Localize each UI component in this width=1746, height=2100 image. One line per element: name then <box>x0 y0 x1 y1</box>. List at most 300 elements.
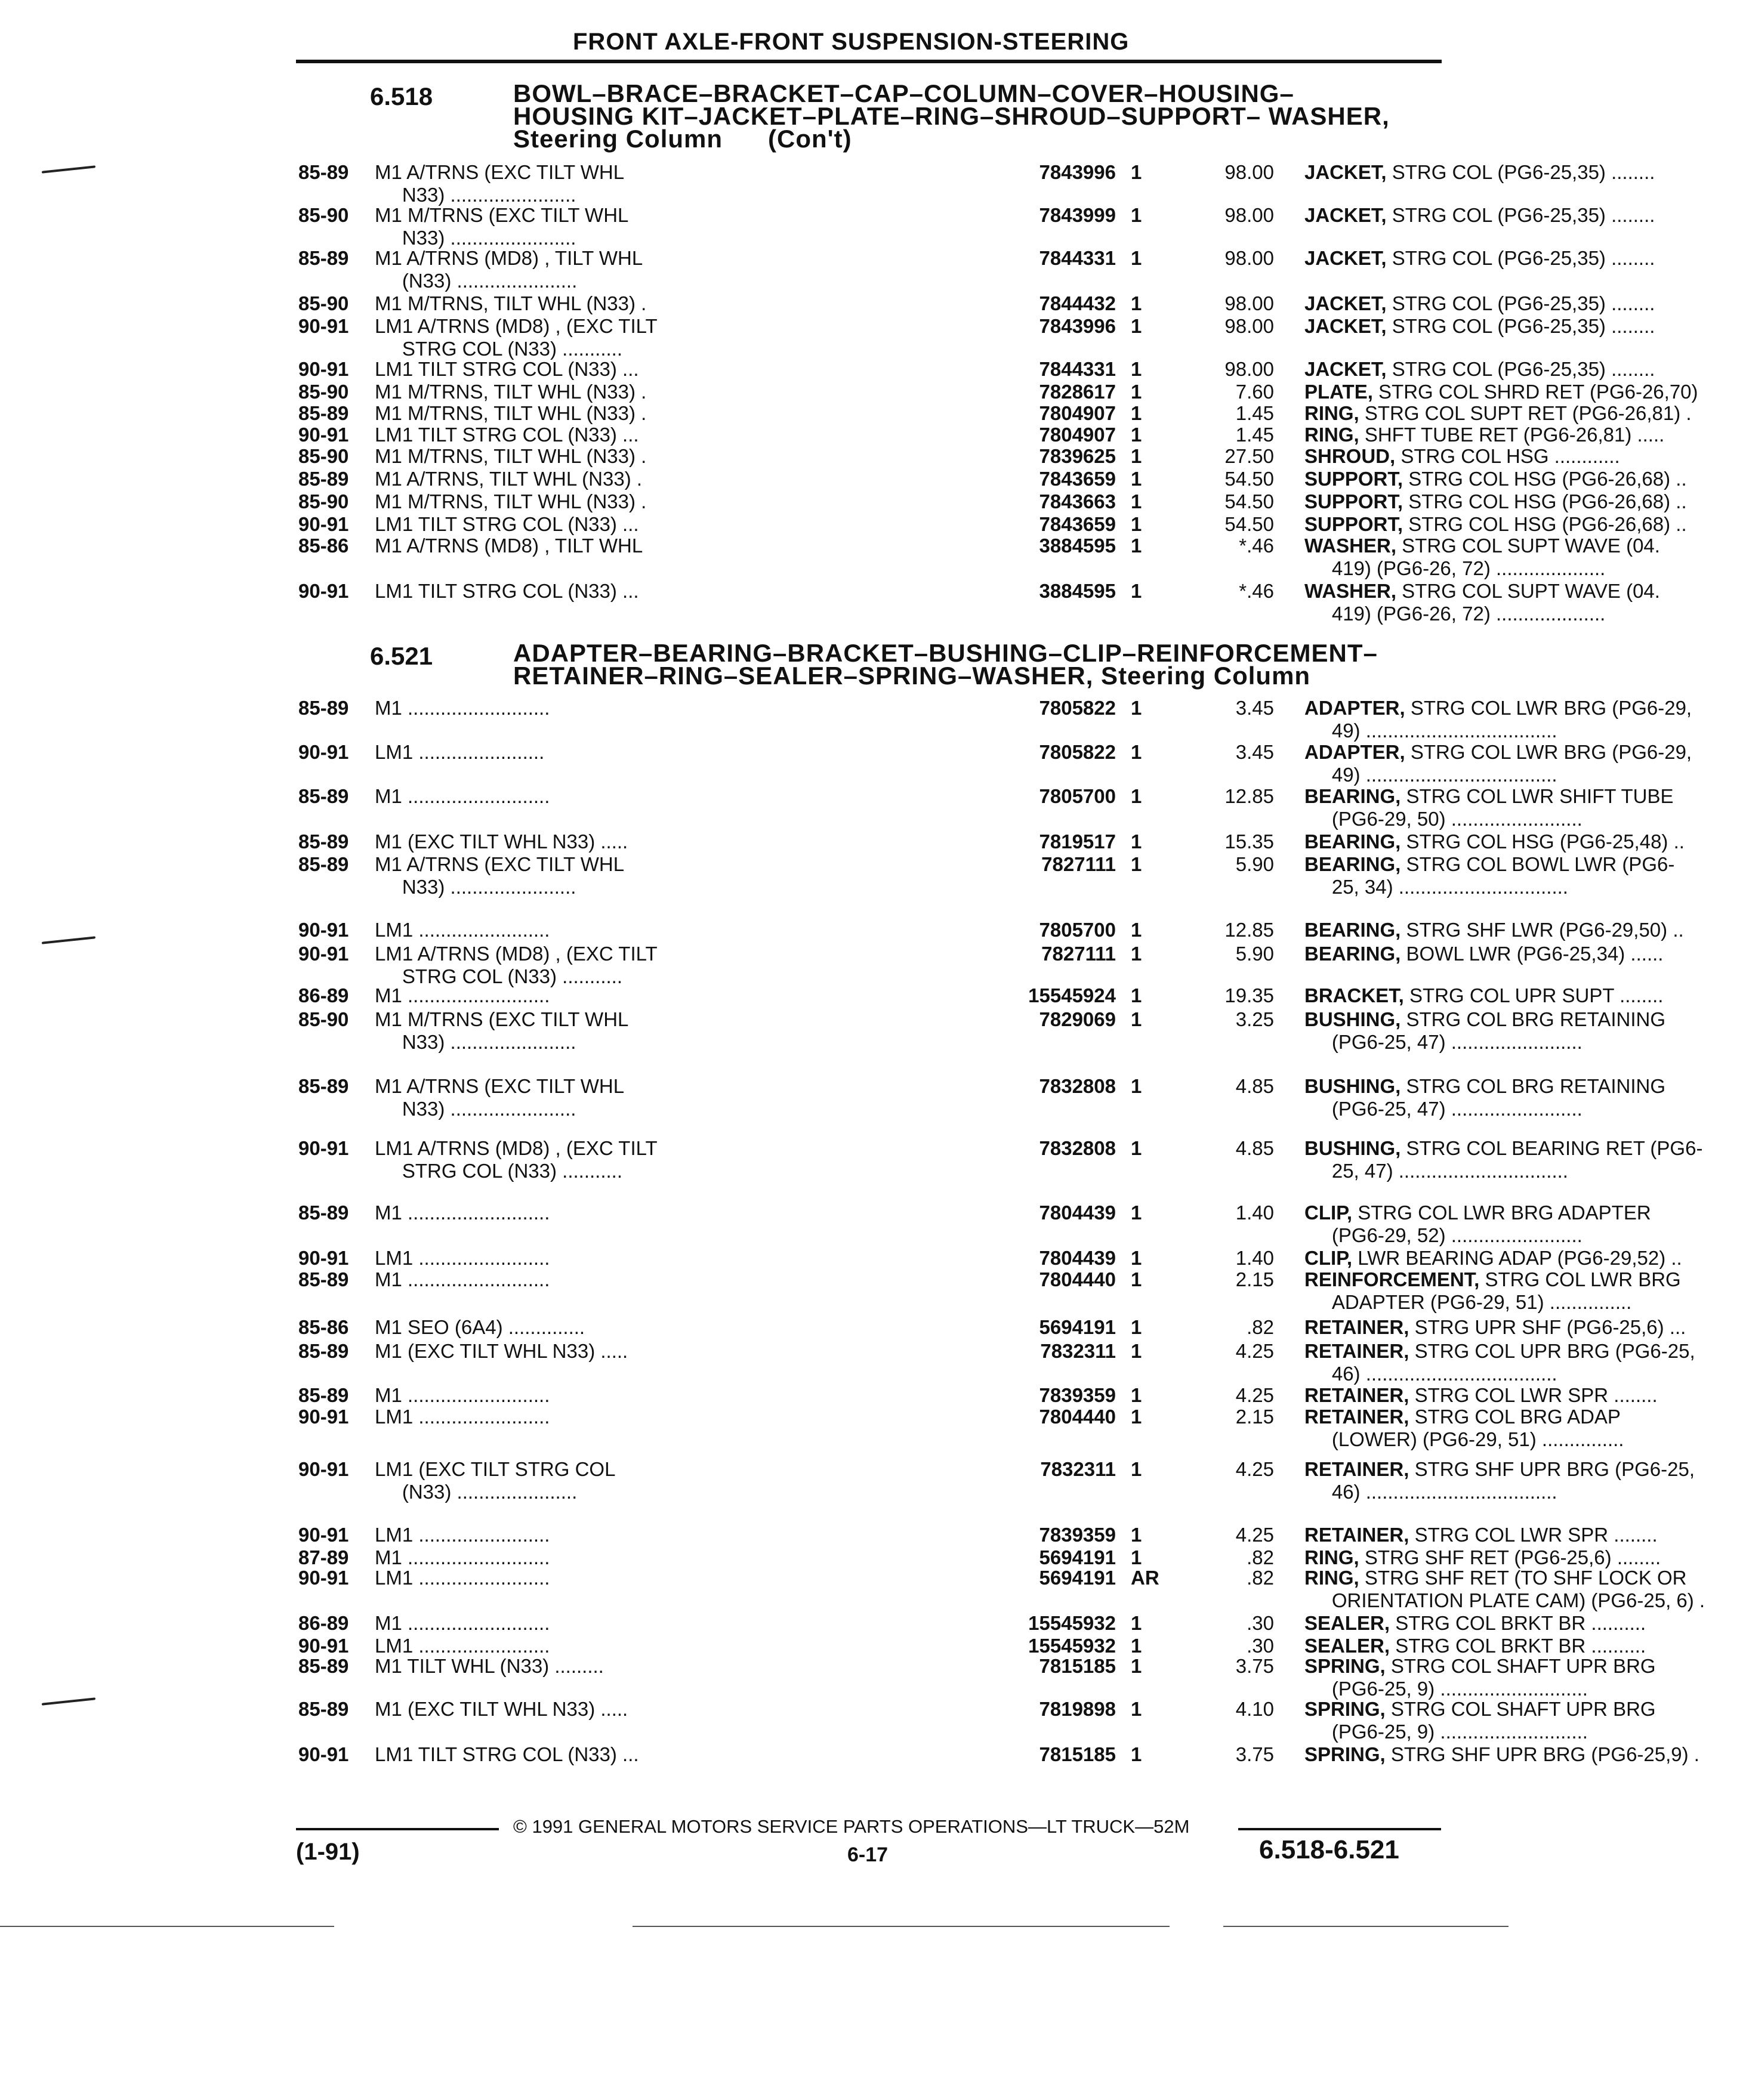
part-name <box>1304 381 1746 403</box>
part-name-detail: STRG COL (PG6-25,35) ........ <box>1386 315 1655 337</box>
year-range: 85-90 <box>298 204 349 226</box>
year-range: 90-91 <box>298 358 349 380</box>
part-name-keyword: RETAINER, <box>1304 1524 1409 1546</box>
part-number: 15545924 <box>1028 984 1116 1006</box>
quantity: 1 <box>1131 1612 1142 1634</box>
quantity: 1 <box>1131 445 1142 467</box>
price: 3.25 <box>1235 1008 1274 1030</box>
scan-edge-line <box>0 1926 334 1927</box>
price: 5.90 <box>1235 853 1274 875</box>
year-range: 90-91 <box>298 1635 349 1657</box>
part-name-keyword: JACKET, <box>1304 161 1387 183</box>
part-name-keyword: JACKET, <box>1304 358 1387 380</box>
year-range: 85-89 <box>298 161 349 183</box>
part-name-keyword: RING, <box>1304 1546 1359 1568</box>
year-range: 85-90 <box>298 1008 349 1030</box>
year-range: 90-91 <box>298 580 349 602</box>
price: 15.35 <box>1224 830 1274 853</box>
application-description: M1 M/TRNS, TILT WHL (N33) . <box>375 292 647 314</box>
part-name-keyword: JACKET, <box>1304 315 1387 337</box>
footer-rule <box>296 1828 499 1830</box>
year-range: 90-91 <box>298 943 349 965</box>
price: 54.50 <box>1224 513 1274 535</box>
part-name-detail: STRG COL LWR SPR ........ <box>1409 1524 1658 1546</box>
year-range: 90-91 <box>298 1567 349 1589</box>
section-title: ADAPTER–BEARING–BRACKET–BUSHING–CLIP–REINFORCEMENT– RETAINER–RING–SEALER–SPRING–WASHER, Steering Column <box>513 639 1378 690</box>
part-name <box>1304 445 1746 468</box>
price: *.46 <box>1239 535 1274 557</box>
quantity: 1 <box>1131 402 1142 424</box>
part-name <box>1304 1384 1746 1407</box>
price: 1.45 <box>1235 402 1274 424</box>
part-name-keyword: RING, <box>1304 402 1359 424</box>
part-name-keyword: WASHER, <box>1304 535 1397 557</box>
part-name <box>1304 785 1746 830</box>
part-number: 7843659 <box>1039 468 1116 490</box>
part-name <box>1304 1698 1746 1743</box>
part-name <box>1304 1247 1746 1270</box>
application-description: M1 M/TRNS (EXC TILT WHL N33) ....................... <box>375 1008 629 1053</box>
quantity: 1 <box>1131 919 1142 941</box>
application-description: LM1 ........................ <box>375 1247 550 1269</box>
application-description: LM1 A/TRNS (MD8) , (EXC TILT STRG COL (N33) ........... <box>375 943 658 987</box>
part-number: 7815185 <box>1039 1655 1116 1677</box>
part-name-detail: STRG COL HSG ............ <box>1395 445 1620 467</box>
part-name-detail: BOWL LWR (PG6-25,34) ...... <box>1400 943 1664 965</box>
part-name <box>1304 1268 1746 1314</box>
part-name-detail: LWR BEARING ADAP (PG6-29,52) .. <box>1352 1247 1682 1269</box>
year-range: 90-91 <box>298 1247 349 1269</box>
price: 2.15 <box>1235 1406 1274 1428</box>
year-range: 85-89 <box>298 402 349 424</box>
quantity: 1 <box>1131 830 1142 853</box>
part-name-detail: STRG COL SHAFT UPR BRG (PG6-25, 9) ........................... <box>1331 1698 1656 1743</box>
application-description: LM1 TILT STRG COL (N33) ... <box>375 1743 639 1765</box>
application-description: LM1 A/TRNS (MD8) , (EXC TILT STRG COL (N33) ........... <box>375 315 658 360</box>
price: 4.25 <box>1235 1524 1274 1546</box>
application-description: M1 .......................... <box>375 1546 550 1568</box>
application-description: M1 TILT WHL (N33) ......... <box>375 1655 604 1677</box>
part-name-keyword: SPRING, <box>1304 1743 1386 1765</box>
year-range: 90-91 <box>298 1137 349 1159</box>
part-name-detail: STRG SHF RET (TO SHF LOCK OR ORIENTATION PLATE CAM) (PG6-25, 6) . <box>1331 1567 1705 1611</box>
part-name <box>1304 1075 1746 1120</box>
quantity: 1 <box>1131 1008 1142 1030</box>
year-range: 90-91 <box>298 1524 349 1546</box>
part-name-detail: STRG COL HSG (PG6-26,68) .. <box>1403 490 1687 512</box>
price: .82 <box>1247 1567 1274 1589</box>
part-name-detail: STRG UPR SHF (PG6-25,6) ... <box>1409 1316 1686 1338</box>
page-header: FRONT AXLE-FRONT SUSPENSION-STEERING <box>573 29 1130 55</box>
part-number: 5694191 <box>1039 1316 1116 1338</box>
part-name-keyword: BUSHING, <box>1304 1137 1401 1159</box>
year-range: 90-91 <box>298 1743 349 1765</box>
application-description: M1 (EXC TILT WHL N33) ..... <box>375 830 628 853</box>
application-description: LM1 TILT STRG COL (N33) ... <box>375 424 639 446</box>
application-description: M1 M/TRNS, TILT WHL (N33) . <box>375 402 647 424</box>
year-range: 90-91 <box>298 513 349 535</box>
part-number: 7843996 <box>1039 161 1116 183</box>
price: 19.35 <box>1224 984 1274 1006</box>
part-name-detail: STRG COL BRG RETAINING (PG6-25, 47) ........................ <box>1331 1075 1666 1120</box>
part-name-keyword: SPRING, <box>1304 1655 1386 1677</box>
price: 98.00 <box>1224 204 1274 226</box>
application-description: M1 .......................... <box>375 984 550 1006</box>
part-name-keyword: BEARING, <box>1304 919 1401 941</box>
part-name <box>1304 1340 1746 1385</box>
price: 3.75 <box>1235 1743 1274 1765</box>
part-name <box>1304 358 1746 381</box>
part-name <box>1304 853 1746 898</box>
punch-mark <box>42 165 95 173</box>
part-name-detail: STRG COL (PG6-25,35) ........ <box>1386 292 1655 314</box>
price: 12.85 <box>1224 785 1274 807</box>
part-name <box>1304 1635 1746 1657</box>
part-name-detail: STRG COL LWR BRG (PG6-29, 49) ................................... <box>1331 697 1692 742</box>
year-range: 86-89 <box>298 1612 349 1634</box>
quantity: 1 <box>1131 580 1142 602</box>
part-name <box>1304 1546 1746 1569</box>
year-range: 85-86 <box>298 1316 349 1338</box>
application-description: M1 A/TRNS (EXC TILT WHL N33) ....................... <box>375 853 625 898</box>
part-number: 7819517 <box>1039 830 1116 853</box>
part-name <box>1304 580 1746 625</box>
quantity: 1 <box>1131 697 1142 719</box>
quantity: 1 <box>1131 1743 1142 1765</box>
part-number: 7844432 <box>1039 292 1116 314</box>
quantity: 1 <box>1131 1268 1142 1290</box>
part-name-keyword: RING, <box>1304 1567 1359 1589</box>
price: 98.00 <box>1224 161 1274 183</box>
part-name-keyword: CLIP, <box>1304 1247 1353 1269</box>
price: 12.85 <box>1224 919 1274 941</box>
year-range: 85-89 <box>298 1268 349 1290</box>
year-range: 85-89 <box>298 785 349 807</box>
part-name <box>1304 1743 1746 1766</box>
part-number: 7843663 <box>1039 490 1116 512</box>
part-number: 7832808 <box>1039 1137 1116 1159</box>
part-number: 15545932 <box>1028 1635 1116 1657</box>
part-name <box>1304 1524 1746 1546</box>
part-name-keyword: BEARING, <box>1304 785 1401 807</box>
part-name-detail: STRG COL HSG (PG6-26,68) .. <box>1403 468 1687 490</box>
part-name-detail: STRG COL UPR SUPT ........ <box>1403 984 1664 1006</box>
price: 98.00 <box>1224 315 1274 337</box>
quantity: 1 <box>1131 292 1142 314</box>
part-number: 7805700 <box>1039 785 1116 807</box>
part-number: 7832311 <box>1040 1458 1116 1480</box>
year-range: 85-90 <box>298 292 349 314</box>
application-description: LM1 (EXC TILT STRG COL (N33) ...................... <box>375 1458 616 1503</box>
part-number: 7819898 <box>1039 1698 1116 1720</box>
part-name-detail: STRG COL SUPT WAVE (04. 419) (PG6-26, 72) .................... <box>1331 535 1660 579</box>
year-range: 85-89 <box>298 468 349 490</box>
part-name <box>1304 1567 1746 1612</box>
part-name <box>1304 1316 1746 1339</box>
price: 3.75 <box>1235 1655 1274 1677</box>
part-number: 7804439 <box>1039 1247 1116 1269</box>
part-name <box>1304 1406 1746 1451</box>
quantity: 1 <box>1131 1458 1142 1480</box>
application-description: M1 .......................... <box>375 697 550 719</box>
part-number: 7804907 <box>1039 424 1116 446</box>
part-name-detail: STRG COL HSG (PG6-26,68) .. <box>1403 513 1687 535</box>
part-name-keyword: JACKET, <box>1304 247 1387 269</box>
part-number: 7843996 <box>1039 315 1116 337</box>
quantity: 1 <box>1131 1524 1142 1546</box>
part-name <box>1304 741 1746 786</box>
quantity: 1 <box>1131 1635 1142 1657</box>
part-name-keyword: RETAINER, <box>1304 1340 1409 1362</box>
application-description: M1 SEO (6A4) .............. <box>375 1316 585 1338</box>
price: *.46 <box>1239 580 1274 602</box>
part-number: 7832808 <box>1039 1075 1116 1097</box>
quantity: 1 <box>1131 984 1142 1006</box>
quantity: 1 <box>1131 943 1142 965</box>
part-name-detail: STRG COL LWR BRG ADAPTER (PG6-29, 52) ........................ <box>1331 1202 1651 1246</box>
price: .82 <box>1247 1546 1274 1568</box>
scan-edge-line <box>633 1926 1170 1927</box>
quantity: 1 <box>1131 1340 1142 1362</box>
part-number: 3884595 <box>1039 535 1116 557</box>
part-name-detail: STRG COL (PG6-25,35) ........ <box>1386 358 1655 380</box>
part-name-keyword: RING, <box>1304 424 1359 446</box>
quantity: 1 <box>1131 204 1142 226</box>
part-name-keyword: JACKET, <box>1304 204 1387 226</box>
quantity: 1 <box>1131 468 1142 490</box>
year-range: 85-86 <box>298 535 349 557</box>
part-name <box>1304 1655 1746 1700</box>
price: .30 <box>1247 1635 1274 1657</box>
part-number: 7844331 <box>1039 247 1116 269</box>
year-range: 90-91 <box>298 919 349 941</box>
year-range: 90-91 <box>298 424 349 446</box>
application-description: M1 M/TRNS, TILT WHL (N33) . <box>375 445 647 467</box>
year-range: 87-89 <box>298 1546 349 1568</box>
part-name-detail: STRG COL SUPT WAVE (04. 419) (PG6-26, 72) .................... <box>1331 580 1660 625</box>
part-number: 7805700 <box>1039 919 1116 941</box>
part-name-detail: STRG COL SUPT RET (PG6-26,81) . <box>1359 402 1692 424</box>
application-description: M1 A/TRNS (EXC TILT WHL N33) ....................... <box>375 1075 625 1120</box>
section-number: 6.518 <box>370 82 433 110</box>
year-range: 85-90 <box>298 490 349 512</box>
year-range: 85-89 <box>298 1655 349 1677</box>
year-range: 85-89 <box>298 247 349 269</box>
part-number: 7843659 <box>1039 513 1116 535</box>
footer-rule <box>1238 1828 1441 1830</box>
part-name <box>1304 1458 1746 1503</box>
quantity: 1 <box>1131 1655 1142 1677</box>
part-number: 7844331 <box>1039 358 1116 380</box>
quantity: 1 <box>1131 1075 1142 1097</box>
part-number: 5694191 <box>1039 1567 1116 1589</box>
part-name-detail: STRG COL BEARING RET (PG6- 25, 47) ............................... <box>1331 1137 1703 1182</box>
application-description: M1 A/TRNS (MD8) , TILT WHL <box>375 535 643 557</box>
price: 1.40 <box>1235 1247 1274 1269</box>
price: 4.25 <box>1235 1458 1274 1480</box>
part-name <box>1304 1008 1746 1054</box>
application-description: M1 M/TRNS, TILT WHL (N33) . <box>375 490 647 512</box>
quantity: 1 <box>1131 315 1142 337</box>
part-name <box>1304 490 1746 513</box>
punch-mark <box>42 1697 95 1705</box>
part-name-detail: STRG COL BRG ADAP (LOWER) (PG6-29, 51) ............... <box>1331 1406 1624 1450</box>
part-name-keyword: BUSHING, <box>1304 1008 1401 1030</box>
price: 3.45 <box>1235 697 1274 719</box>
part-name-detail: STRG SHF UPR BRG (PG6-25, 46) ................................... <box>1331 1458 1695 1503</box>
part-name <box>1304 943 1746 965</box>
section-number: 6.521 <box>370 642 433 670</box>
part-name <box>1304 292 1746 315</box>
price: .30 <box>1247 1612 1274 1634</box>
section-range: 6.518-6.521 <box>1259 1835 1399 1864</box>
price: 4.25 <box>1235 1384 1274 1406</box>
year-range: 85-89 <box>298 853 349 875</box>
price: 27.50 <box>1224 445 1274 467</box>
part-name <box>1304 247 1746 270</box>
page-number: 6-17 <box>847 1843 889 1866</box>
quantity: 1 <box>1131 1406 1142 1428</box>
part-name-detail: STRG COL LWR BRG (PG6-29, 49) ................................... <box>1331 741 1692 786</box>
part-name-keyword: SHROUD, <box>1304 445 1396 467</box>
year-range: 86-89 <box>298 984 349 1006</box>
year-range: 90-91 <box>298 741 349 763</box>
quantity: 1 <box>1131 785 1142 807</box>
application-description: LM1 TILT STRG COL (N33) ... <box>375 513 639 535</box>
part-name <box>1304 513 1746 536</box>
part-number: 7827111 <box>1041 853 1116 875</box>
part-name-keyword: SEALER, <box>1304 1612 1390 1634</box>
part-name-keyword: BEARING, <box>1304 943 1401 965</box>
application-description: LM1 ........................ <box>375 1635 550 1657</box>
part-name-keyword: REINFORCEMENT, <box>1304 1268 1480 1290</box>
copyright-line: © 1991 GENERAL MOTORS SERVICE PARTS OPERATIONS—LT TRUCK—52M <box>513 1816 1190 1837</box>
part-name <box>1304 919 1746 941</box>
part-name-keyword: ADAPTER, <box>1304 741 1405 763</box>
part-number: 15545932 <box>1028 1612 1116 1634</box>
revision-date: (1-91) <box>296 1839 360 1865</box>
price: 4.85 <box>1235 1075 1274 1097</box>
application-description: LM1 ........................ <box>375 1406 550 1428</box>
part-name-keyword: SUPPORT, <box>1304 468 1403 490</box>
part-number: 7804440 <box>1039 1268 1116 1290</box>
year-range: 85-89 <box>298 830 349 853</box>
application-description: M1 .......................... <box>375 1612 550 1634</box>
quantity: 1 <box>1131 161 1142 183</box>
application-description: M1 (EXC TILT WHL N33) ..... <box>375 1340 628 1362</box>
part-name-keyword: BRACKET, <box>1304 984 1404 1006</box>
price: 98.00 <box>1224 358 1274 380</box>
part-number: 7827111 <box>1041 943 1116 965</box>
application-description: M1 .......................... <box>375 785 550 807</box>
part-name-detail: STRG SHF UPR BRG (PG6-25,9) . <box>1385 1743 1699 1765</box>
price: 7.60 <box>1235 381 1274 403</box>
part-name-detail: STRG COL SHAFT UPR BRG (PG6-25, 9) ........................... <box>1331 1655 1656 1700</box>
part-name-detail: STRG COL LWR SHIFT TUBE (PG6-29, 50) ........................ <box>1331 785 1674 830</box>
part-name <box>1304 830 1746 853</box>
part-name-detail: STRG COL (PG6-25,35) ........ <box>1386 247 1655 269</box>
part-name-keyword: ADAPTER, <box>1304 697 1405 719</box>
part-name <box>1304 535 1746 580</box>
year-range: 85-89 <box>298 1075 349 1097</box>
year-range: 85-89 <box>298 1340 349 1362</box>
part-name-keyword: BEARING, <box>1304 853 1401 875</box>
price: 1.45 <box>1235 424 1274 446</box>
application-description: LM1 TILT STRG COL (N33) ... <box>375 358 639 380</box>
part-name-detail: STRG COL BRKT BR .......... <box>1390 1635 1646 1657</box>
part-name-keyword: SPRING, <box>1304 1698 1386 1720</box>
application-description: M1 A/TRNS (MD8) , TILT WHL (N33) ...................... <box>375 247 643 292</box>
part-name-keyword: BEARING, <box>1304 830 1401 853</box>
application-description: LM1 A/TRNS (MD8) , (EXC TILT STRG COL (N33) ........... <box>375 1137 658 1182</box>
price: 54.50 <box>1224 468 1274 490</box>
application-description: LM1 ........................ <box>375 919 550 941</box>
quantity: AR <box>1131 1567 1159 1589</box>
part-name-detail: STRG COL LWR SPR ........ <box>1409 1384 1658 1406</box>
application-description: M1 M/TRNS, TILT WHL (N33) . <box>375 381 647 403</box>
application-description: M1 .......................... <box>375 1202 550 1224</box>
price: 4.10 <box>1235 1698 1274 1720</box>
punch-mark <box>42 936 95 944</box>
section-title: BOWL–BRACE–BRACKET–CAP–COLUMN–COVER–HOUSING– HOUSING KIT–JACKET–PLATE–RING–SHROUD–SUPPORT– WASHER, Steering Column (Con't) <box>513 79 1390 153</box>
part-number: 7804439 <box>1039 1202 1116 1224</box>
part-name <box>1304 697 1746 742</box>
part-number: 7804907 <box>1039 402 1116 424</box>
year-range: 85-89 <box>298 1202 349 1224</box>
price: 4.25 <box>1235 1340 1274 1362</box>
part-name-detail: STRG COL (PG6-25,35) ........ <box>1386 161 1655 183</box>
part-name-keyword: JACKET, <box>1304 292 1387 314</box>
part-name-detail: STRG COL (PG6-25,35) ........ <box>1386 204 1655 226</box>
part-number: 7805822 <box>1039 741 1116 763</box>
quantity: 1 <box>1131 358 1142 380</box>
price: 2.15 <box>1235 1268 1274 1290</box>
application-description: LM1 ........................ <box>375 1567 550 1589</box>
year-range: 90-91 <box>298 1406 349 1428</box>
part-name-keyword: PLATE, <box>1304 381 1373 403</box>
part-name-detail: STRG COL SHRD RET (PG6-26,70) <box>1372 381 1698 403</box>
part-name <box>1304 424 1746 446</box>
part-name-keyword: SUPPORT, <box>1304 490 1403 512</box>
part-number: 7805822 <box>1039 697 1116 719</box>
part-name-keyword: RETAINER, <box>1304 1316 1409 1338</box>
application-description: LM1 ....................... <box>375 741 545 763</box>
part-number: 5694191 <box>1039 1546 1116 1568</box>
price: 98.00 <box>1224 247 1274 269</box>
price: .82 <box>1247 1316 1274 1338</box>
part-name-keyword: SEALER, <box>1304 1635 1390 1657</box>
quantity: 1 <box>1131 1202 1142 1224</box>
part-name <box>1304 1202 1746 1247</box>
quantity: 1 <box>1131 490 1142 512</box>
part-number: 7804440 <box>1039 1406 1116 1428</box>
quantity: 1 <box>1131 424 1142 446</box>
year-range: 90-91 <box>298 315 349 337</box>
part-name <box>1304 468 1746 490</box>
price: 5.90 <box>1235 943 1274 965</box>
quantity: 1 <box>1131 853 1142 875</box>
application-description: LM1 TILT STRG COL (N33) ... <box>375 580 639 602</box>
quantity: 1 <box>1131 1137 1142 1159</box>
quantity: 1 <box>1131 741 1142 763</box>
part-name-detail: STRG COL LWR BRG ADAPTER (PG6-29, 51) ............... <box>1331 1268 1681 1313</box>
year-range: 85-89 <box>298 1698 349 1720</box>
application-description: LM1 ........................ <box>375 1524 550 1546</box>
application-description: M1 M/TRNS (EXC TILT WHL N33) ....................... <box>375 204 629 249</box>
quantity: 1 <box>1131 1546 1142 1568</box>
price: 54.50 <box>1224 490 1274 512</box>
part-name-detail: SHFT TUBE RET (PG6-26,81) ..... <box>1359 424 1665 446</box>
